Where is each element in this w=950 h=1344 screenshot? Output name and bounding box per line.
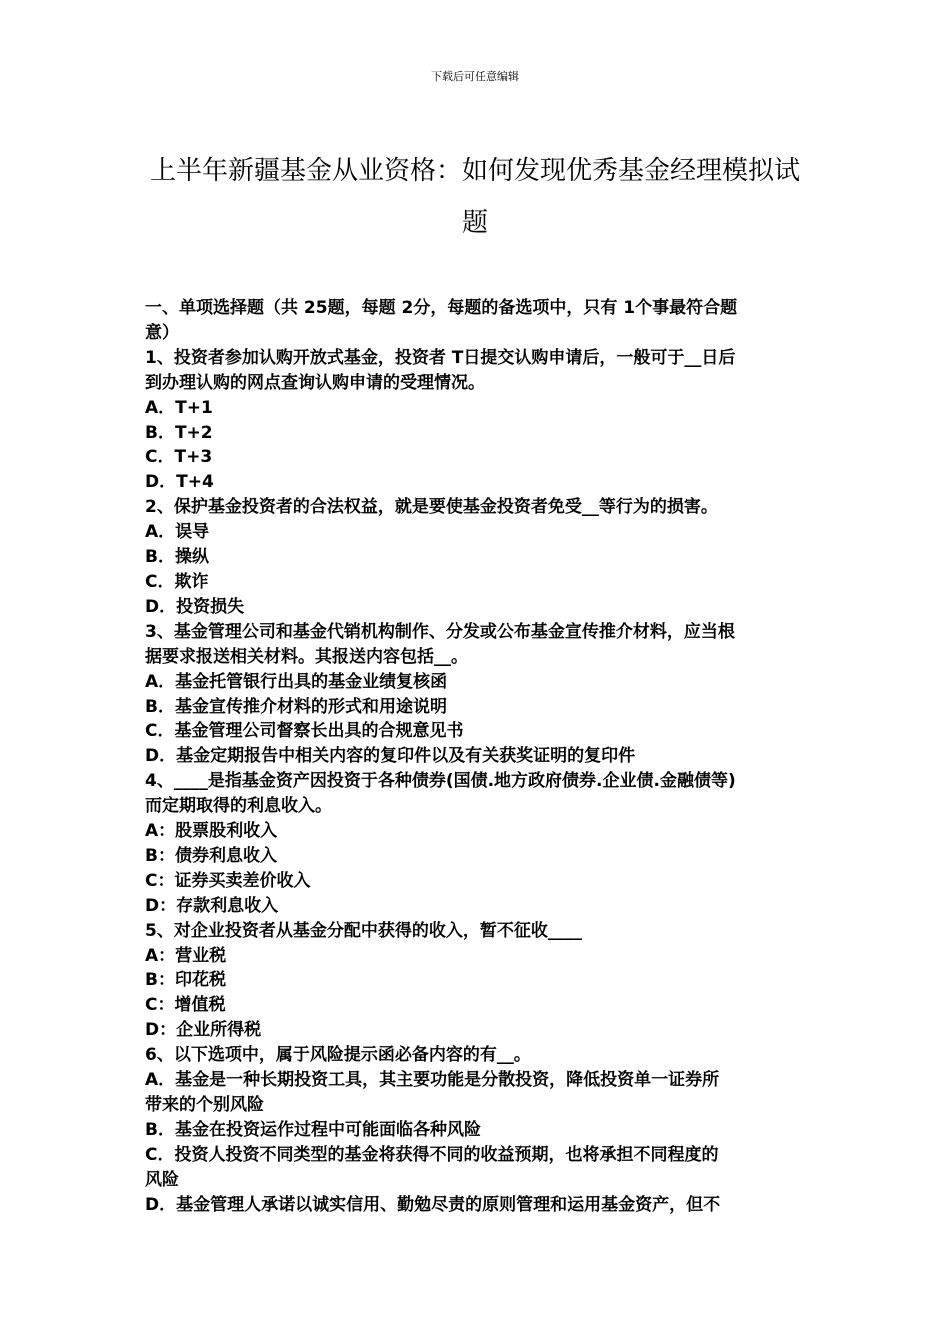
question-3-option-d: D．基金定期报告中相关内容的复印件以及有关获奖证明的复印件 — [145, 746, 636, 767]
question-6-option-b: B．基金在投资运作过程中可能面临各种风险 — [145, 1119, 481, 1140]
question-6-option-c-line-1: C．投资人投资不同类型的基金将获得不同的收益预期，也将承担不同程度的 — [145, 1144, 719, 1165]
question-1-option-d: D．T+4 — [145, 472, 214, 493]
section-heading-line-1: 一、单项选择题（共 25题，每题 2分，每题的备选项中，只有 1个事最符合题 — [145, 298, 738, 318]
question-5-option-d: D：企业所得税 — [145, 1020, 262, 1041]
question-4-option-b: B：债券利息收入 — [145, 845, 277, 866]
question-4-option-a: A：股票股利收入 — [145, 821, 278, 842]
question-4-option-d: D：存款利息收入 — [145, 895, 279, 916]
question-4-stem-line-2: 而定期取得的利息收入。 — [145, 796, 332, 817]
question-2-stem: 2、保护基金投资者的合法权益，就是要使基金投资者免受__等行为的损害。 — [145, 497, 718, 518]
question-6-option-c-line-2: 风险 — [145, 1169, 179, 1190]
question-3-option-b: B．基金宣传推介材料的形式和用途说明 — [145, 696, 447, 717]
section-heading-line-2: 意） — [145, 322, 179, 343]
question-5-option-c: C：增值税 — [145, 995, 226, 1016]
question-6-option-d-line-1: D．基金管理人承诺以诚实信用、勤勉尽责的原则管理和运用基金资产，但不 — [145, 1194, 721, 1215]
question-1-stem-line-1: 1、投资者参加认购开放式基金，投资者 T日提交认购申请后，一般可于__日后 — [145, 347, 736, 368]
question-2-option-a: A．误导 — [145, 522, 210, 543]
question-1-stem-line-2: 到办理认购的网点查询认购申请的受理情况。 — [145, 372, 485, 393]
question-6-option-a-line-1: A．基金是一种长期投资工具，其主要功能是分散投资，降低投资单一证券所 — [145, 1070, 720, 1091]
question-5-option-b: B：印花税 — [145, 970, 226, 991]
question-5-stem: 5、对企业投资者从基金分配中获得的收入，暂不征收____ — [145, 920, 582, 941]
question-2-option-c: C．欺诈 — [145, 571, 209, 592]
document-title — [150, 145, 800, 249]
question-6-option-a-line-2: 带来的个别风险 — [145, 1095, 264, 1115]
title-line-2: 题 — [461, 208, 488, 238]
question-4-stem-line-1: 4、____是指基金资产因投资于各种债券(国债.地方政府债券.企业债.金融债等) — [145, 771, 736, 792]
question-5-option-a: A：营业税 — [145, 945, 227, 966]
document-body — [145, 296, 810, 1218]
title-line-1: 上半年新疆基金从业资格：如何发现优秀基金经理模拟试 — [150, 156, 801, 186]
question-1-option-b: B．T+2 — [145, 422, 213, 443]
header-note: 下载后可任意编辑 — [431, 70, 519, 83]
question-4-option-c: C：证券买卖差价收入 — [145, 870, 311, 891]
question-1-option-a: A．T+1 — [145, 397, 213, 418]
question-3-stem-line-2: 据要求报送相关材料。其报送内容包括__。 — [145, 646, 468, 667]
question-2-option-d: D．投资损失 — [145, 596, 245, 617]
question-2-option-b: B．操纵 — [145, 547, 209, 568]
question-6-stem: 6、以下选项中，属于风险提示函必备内容的有__。 — [145, 1045, 531, 1066]
question-1-option-c: C．T+3 — [145, 447, 213, 468]
question-3-stem-line-1: 3、基金管理公司和基金代销机构制作、分发或公布基金宣传推介材料，应当根 — [145, 621, 735, 642]
question-3-option-c: C．基金管理公司督察长出具的合规意见书 — [145, 721, 464, 742]
question-3-option-a: A．基金托管银行出具的基金业绩复核函 — [145, 671, 448, 692]
